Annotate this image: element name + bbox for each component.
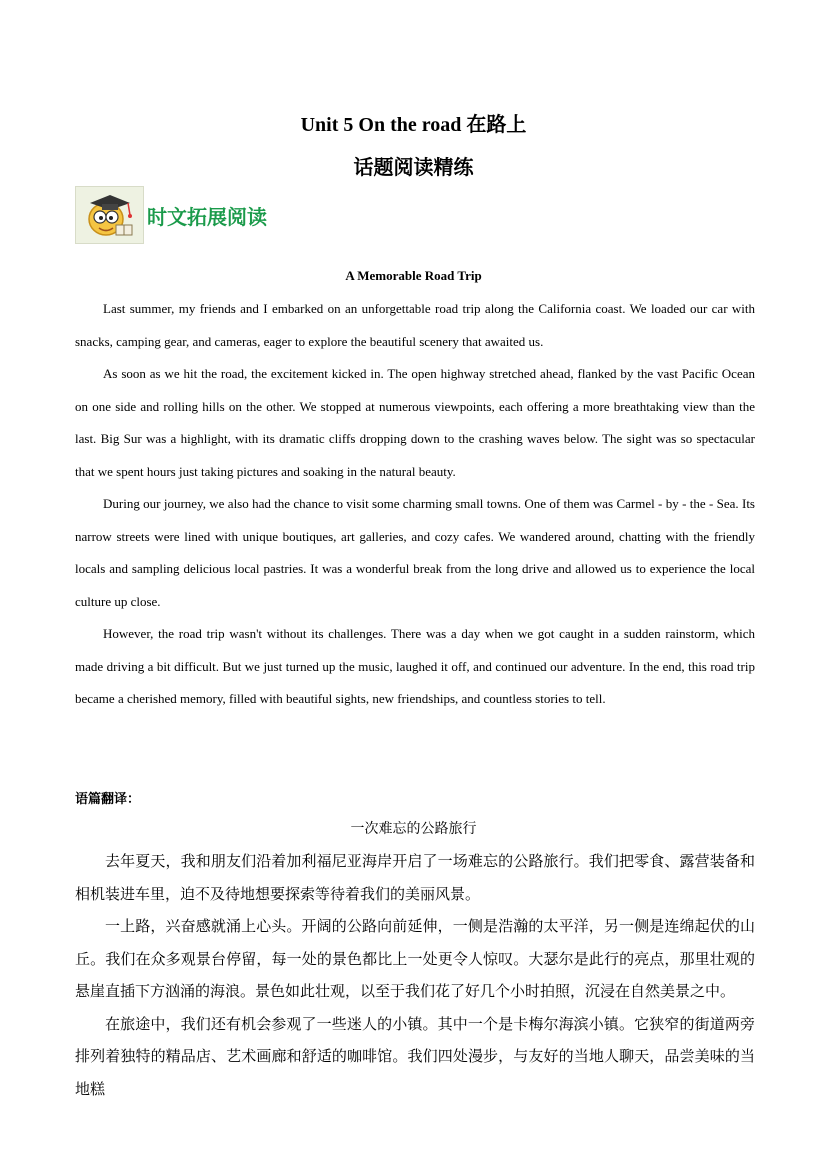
translation-paragraph: 去年夏天，我和朋友们沿着加利福尼亚海岸开启了一场难忘的公路旅行。我们把零食、露营装备和相机装进车里，迫不及待地想要探索等待着我们的美丽风景。 (75, 852, 755, 903)
article-title: A Memorable Road Trip (345, 268, 482, 283)
page-subtitle: 话题阅读精练 (353, 157, 474, 179)
article-paragraph: During our journey, we also had the chance to visit some charming small towns. One of them was Carmel - by - the - Sea. Its narrow streets were lined with unique boutiques, art galleries, and cozy cafes. We wandered around, chatting with the friendly locals and sampling delicious local pastries. It was a wonderful break from the long drive and allowed us to experience the local culture up close. (75, 496, 755, 609)
unit-title: Unit 5 On the road 在路上 (300, 114, 527, 136)
article-body (75, 293, 755, 716)
translation-body (75, 845, 755, 1105)
section-heading: 时文拓展阅读 (147, 205, 267, 229)
article-paragraph: However, the road trip wasn't without its challenges. There was a day when we got caught in a sudden rainstorm, which made driving a bit difficult. But we just turned up the music, laughed it off, and continued our adventure. In the end, this road trip became a cherished memory, filled with beautiful sights, new friendships, and countless stories to tell. (75, 626, 755, 706)
translation-label: 语篇翻译： (75, 792, 141, 807)
article-paragraph: Last summer, my friends and I embarked on an unforgettable road trip along the California coast. We loaded our car with snacks, camping gear, and cameras, eager to explore the beautiful scenery that awaited us. (75, 301, 755, 349)
article-paragraph: As soon as we hit the road, the excitement kicked in. The open highway stretched ahead, flanked by the vast Pacific Ocean on one side and rolling hills on the other. We stopped at numerous viewpoints, each offering a more breathtaking view than the last. Big Sur was a highlight, with its dramatic cliffs dropping down to the crashing waves below. The sight was so spectacular that we spent hours just taking pictures and soaking in the natural beauty. (75, 366, 755, 479)
translation-title: 一次难忘的公路旅行 (350, 821, 477, 837)
graduate-cartoon-icon (75, 186, 144, 244)
translation-paragraph: 一上路，兴奋感就涌上心头。开阔的公路向前延伸，一侧是浩瀚的太平洋，另一侧是连绵起伏的山丘。我们在众多观景台停留，每一处的景色都比上一处更令人惊叹。大瑟尔是此行的亮点，那里壮观的悬崖直插下方汹涌的海浪。景色如此壮观，以至于我们花了好几个小时拍照，沉浸在自然美景之中。 (75, 917, 755, 1000)
translation-paragraph: 在旅途中，我们还有机会参观了一些迷人的小镇。其中一个是卡梅尔海滨小镇。它狭窄的街道两旁排列着独特的精品店、艺术画廊和舒适的咖啡馆。我们四处漫步，与友好的当地人聊天，品尝美味的当地糕 (75, 1014, 755, 1098)
